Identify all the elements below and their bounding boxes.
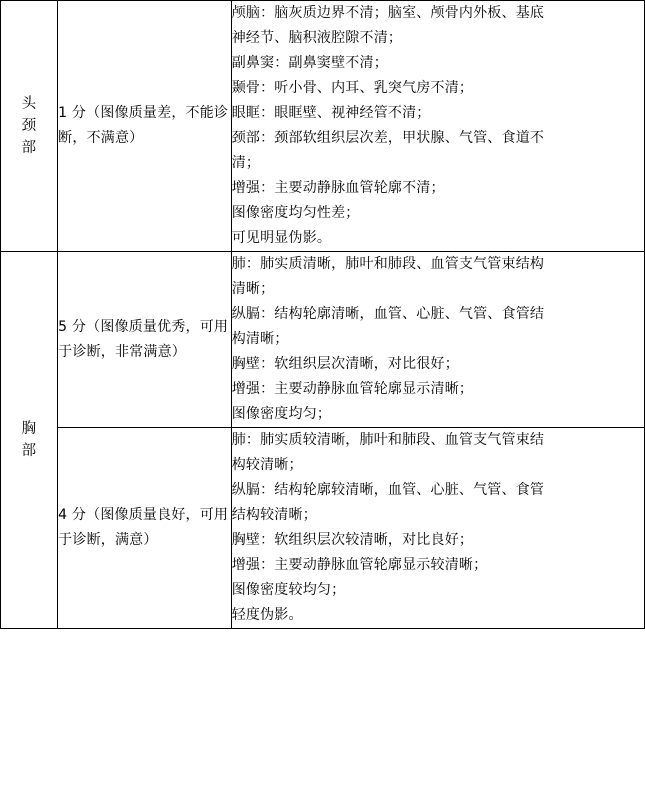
list-item: 眼眶：眼眶壁、视神经管不清； (231, 105, 431, 121)
list-item: 增强：主要动静脉血管轮廓显示清晰； (231, 381, 474, 397)
list-item: 可见明显伪影。 (231, 230, 332, 246)
detail-list (232, 1, 644, 251)
list-item: 纵膈：结构轮廓较清晰，血管、心脏、气管、食管 (231, 482, 545, 498)
detail-cell (231, 428, 644, 629)
list-item: 轻度伪影。 (231, 607, 303, 623)
table-row (1, 1, 645, 252)
table-row (1, 252, 645, 428)
list-item: 清； (231, 155, 261, 171)
list-item: 神经节、脑积液腔隙不清； (231, 30, 403, 46)
list-item: 颈部：颈部软组织层次差，甲状腺、气管、食道不 (231, 130, 545, 146)
list-item: 增强：主要动静脉血管轮廓显示较清晰； (231, 557, 488, 573)
list-item: 副鼻窦：副鼻窦壁不清； (231, 55, 388, 71)
detail-list (232, 252, 644, 427)
list-item: 肺：肺实质较清晰，肺叶和肺段、血管支气管束结 (231, 432, 545, 448)
list-item: 构较清晰； (231, 457, 303, 473)
score-cell (58, 428, 232, 629)
region-label: 头 颈 部 (21, 96, 37, 156)
score-cell (58, 1, 232, 252)
list-item: 颅脑：脑灰质边界不清；脑室、颅骨内外板、基底 (231, 5, 545, 21)
list-item: 构清晰； (231, 331, 289, 347)
list-item: 颞骨：听小骨、内耳、乳突气房不清； (231, 80, 474, 96)
list-item: 图像密度较均匀； (231, 582, 346, 598)
detail-cell (231, 252, 644, 428)
list-item: 图像密度均匀性差； (231, 205, 360, 221)
region-cell-head-neck (1, 1, 58, 252)
detail-cell (231, 1, 644, 252)
list-item: 结构较清晰； (231, 507, 317, 523)
list-item: 纵膈：结构轮廓清晰，血管、心脏、气管、食管结 (231, 306, 545, 322)
score-text: 5 分（图像质量优秀，可用于诊断，非常满意） (58, 318, 229, 360)
list-item: 肺：肺实质清晰，肺叶和肺段、血管支气管束结构 (231, 256, 545, 272)
table-row (1, 428, 645, 629)
score-text: 1 分（图像质量差，不能诊断，不满意） (58, 105, 229, 146)
score-cell (58, 252, 232, 428)
region-cell-chest (1, 252, 58, 629)
list-item: 增强：主要动静脉血管轮廓不清； (231, 180, 445, 196)
list-item: 胸壁：软组织层次清晰，对比很好； (231, 356, 459, 372)
score-text: 4 分（图像质量良好，可用于诊断，满意） (58, 507, 229, 548)
detail-list (232, 428, 644, 628)
list-item: 图像密度均匀； (231, 406, 332, 422)
list-item: 胸壁：软组织层次较清晰，对比良好； (231, 532, 474, 548)
region-label: 胸 部 (21, 421, 37, 459)
list-item: 清晰； (231, 281, 275, 297)
